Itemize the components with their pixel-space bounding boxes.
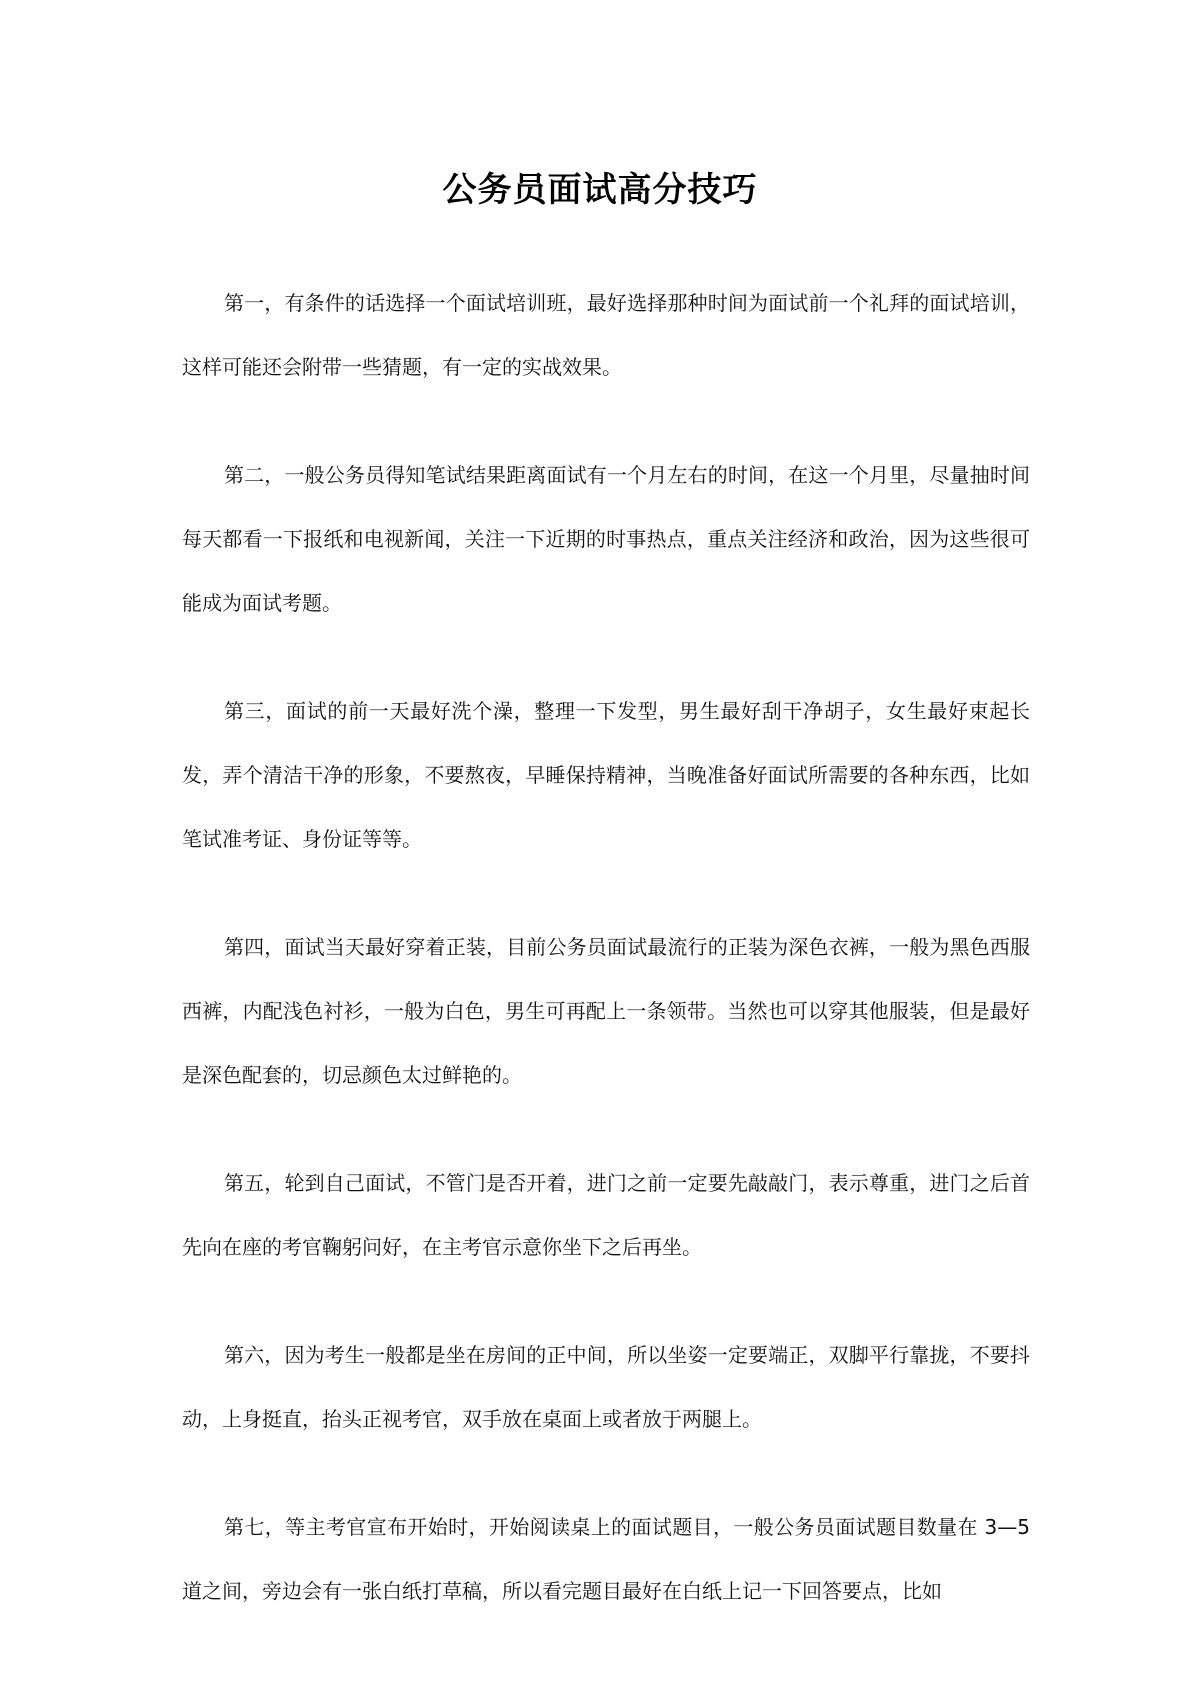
document-body <box>182 271 1030 1623</box>
paragraph-4: 第四，面试当天最好穿着正装，目前公务员面试最流行的正装为深色衣裤，一般为黑色西服西裤，内配浅色衬衫，一般为白色，男生可再配上一条领带。当然也可以穿其他服装，但是最好是深色配套的，切忌颜色太过鲜艳的。 <box>182 935 1030 1087</box>
paragraph-2: 第二，一般公务员得知笔试结果距离面试有一个月左右的时间，在这一个月里，尽量抽时间每天都看一下报纸和电视新闻，关注一下近期的时事热点，重点关注经济和政治，因为这些很可能成为面试考题。 <box>182 463 1030 615</box>
paragraph-6: 第六，因为考生一般都是坐在房间的正中间，所以坐姿一定要端正，双脚平行靠拢，不要抖动，上身挺直，抬头正视考官，双手放在桌面上或者放于两腿上。 <box>182 1343 1030 1431</box>
paragraph-5: 第五，轮到自己面试，不管门是否开着，进门之前一定要先敲敲门，表示尊重，进门之后首先向在座的考官鞠躬问好，在主考官示意你坐下之后再坐。 <box>182 1171 1030 1259</box>
paragraph-7: 第七，等主考官宣布开始时，开始阅读桌上的面试题目，一般公务员面试题目数量在 3—5 道之间，旁边会有一张白纸打草稿，所以看完题目最好在白纸上记一下回答要点，比如 <box>182 1515 1030 1603</box>
document-title: 公务员面试高分技巧 <box>442 170 758 210</box>
paragraph-1: 第一，有条件的话选择一个面试培训班，最好选择那种时间为面试前一个礼拜的面试培训，这样可能还会附带一些猜题，有一定的实战效果。 <box>182 291 1030 379</box>
paragraph-3: 第三，面试的前一天最好洗个澡，整理一下发型，男生最好刮干净胡子，女生最好束起长发，弄个清洁干净的形象，不要熬夜，早睡保持精神，当晚准备好面试所需要的各种东西，比如笔试准考证、身份证等等。 <box>182 699 1030 851</box>
